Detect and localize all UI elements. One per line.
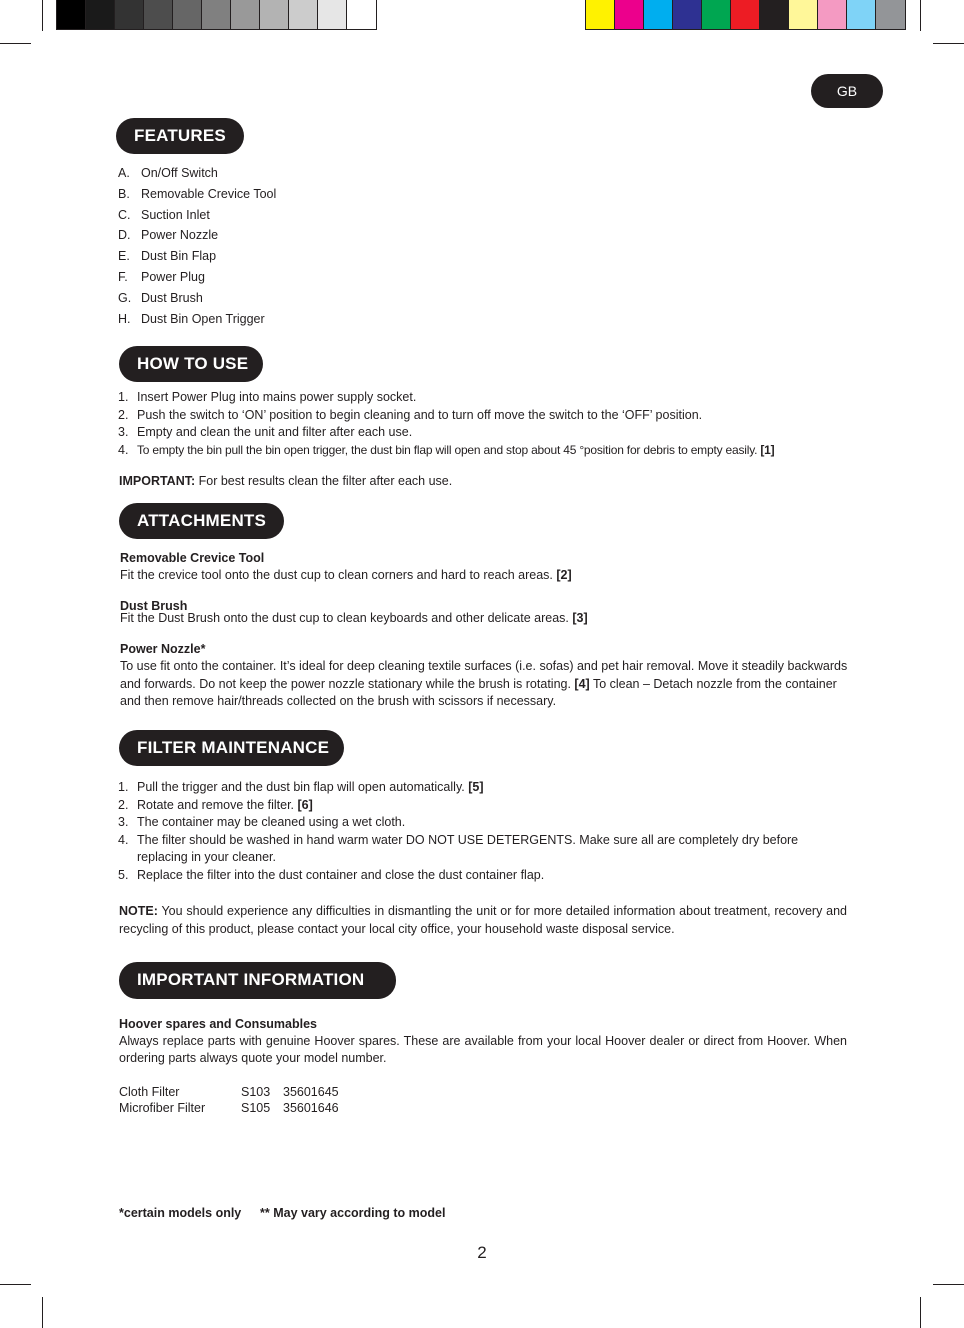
spares-title: Hoover spares and Consumables xyxy=(119,1017,317,1031)
how-to-use-steps xyxy=(118,389,848,459)
power-nozzle-text: To use fit onto the container. It’s ideal for deep cleaning textile surfaces (i.e. sofas) and pet hair removal. Move it steadily backwards and forwards. Do not keep the power nozzle stationary while the brush is rotating. [4] To clean – Detach nozzle from the container and then remove hair/threads collected on the brush with scissors if necessary. xyxy=(120,659,848,708)
how-to-use-heading: HOW TO USE xyxy=(119,346,263,382)
list-item: 4. To empty the bin pull the bin open trigger, the dust bin flap will open and stop about 45 °position for debris to empty easily. [1] xyxy=(118,442,775,457)
crevice-tool-text: Fit the crevice tool onto the dust cup to clean corners and hard to reach areas. [2] xyxy=(120,568,572,582)
list-item: B. Removable Crevice Tool xyxy=(118,186,277,201)
color-swatch xyxy=(731,0,760,29)
filter-maintenance-heading: FILTER MAINTENANCE xyxy=(119,730,344,766)
filter-maintenance-steps xyxy=(118,779,848,884)
color-swatch xyxy=(289,0,318,29)
list-item: 2. Rotate and remove the filter. [6] xyxy=(118,797,313,812)
color-swatch xyxy=(789,0,818,29)
color-swatch xyxy=(876,0,905,29)
color-calibration-bar xyxy=(585,0,906,30)
color-swatch xyxy=(673,0,702,29)
footnote-variation: ** May vary according to model xyxy=(260,1206,446,1220)
color-swatch xyxy=(57,0,86,29)
features-list xyxy=(118,163,276,329)
dust-brush-text: Fit the Dust Brush onto the dust cup to clean keyboards and other delicate areas. [3] xyxy=(120,611,588,625)
color-swatch xyxy=(173,0,202,29)
table-row: Microfiber Filter S105 35601646 xyxy=(119,1101,339,1115)
color-swatch xyxy=(644,0,673,29)
footnote-models: *certain models only xyxy=(119,1206,242,1220)
dust-brush-title: Dust Brush xyxy=(120,599,188,613)
color-swatch xyxy=(260,0,289,29)
list-item: 1. Pull the trigger and the dust bin flap will open automatically. [5] xyxy=(118,780,484,794)
list-item: G. Dust Brush xyxy=(118,290,203,305)
disposal-note: NOTE: You should experience any difficulties in dismantling the unit or for more detailed information about treatment, recovery and recycling of this product, please contact your local city office, your household waste disposal service. xyxy=(119,904,847,936)
crop-mark xyxy=(920,1297,921,1328)
color-swatch xyxy=(702,0,731,29)
crop-mark xyxy=(933,43,964,44)
list-item: E. Dust Bin Flap xyxy=(118,249,217,264)
color-swatch xyxy=(202,0,231,29)
crop-mark xyxy=(0,1284,31,1285)
crop-mark xyxy=(0,43,31,44)
color-swatch xyxy=(144,0,173,29)
color-swatch xyxy=(586,0,615,29)
list-item: 1. Insert Power Plug into mains power supply socket. xyxy=(118,390,417,404)
color-swatch xyxy=(347,0,376,29)
list-item: A. On/Off Switch xyxy=(118,166,218,180)
list-item: 5. Replace the filter into the dust container and close the dust container flap. xyxy=(118,867,545,882)
crevice-tool-title: Removable Crevice Tool xyxy=(120,551,265,565)
crop-mark xyxy=(42,1297,43,1328)
color-swatch xyxy=(615,0,644,29)
list-item: 3. Empty and clean the unit and filter after each use. xyxy=(118,425,413,439)
crop-mark xyxy=(920,0,921,31)
color-swatch xyxy=(115,0,144,29)
list-item: 3. The container may be cleaned using a wet cloth. xyxy=(118,815,406,829)
list-item: F. Power Plug xyxy=(118,269,205,284)
grayscale-calibration-bar xyxy=(56,0,377,30)
color-swatch xyxy=(760,0,789,29)
important-information-heading: IMPORTANT INFORMATION xyxy=(119,962,396,999)
table-row: Cloth Filter S103 35601645 xyxy=(119,1085,339,1099)
power-nozzle-title: Power Nozzle* xyxy=(120,642,206,656)
language-tag: GB xyxy=(811,74,883,108)
list-item: C. Suction Inlet xyxy=(118,207,210,222)
color-swatch xyxy=(231,0,260,29)
important-note: IMPORTANT: For best results clean the filter after each use. xyxy=(119,474,453,488)
list-item: 4. The filter should be washed in hand warm water DO NOT USE DETERGENTS. Make sure all are completely dry before replacing in your cleaner. xyxy=(118,832,799,864)
color-swatch xyxy=(847,0,876,29)
page-number: 2 xyxy=(477,1243,487,1262)
color-swatch xyxy=(86,0,115,29)
list-item: H. Dust Bin Open Trigger xyxy=(118,311,265,326)
features-heading: FEATURES xyxy=(116,118,244,154)
spares-parts-table xyxy=(119,1084,339,1116)
spares-text: Always replace parts with genuine Hoover spares. These are available from your local Hoover dealer or direct from Hoover. When ordering parts always quote your model number. xyxy=(119,1034,847,1065)
crop-mark xyxy=(42,0,43,31)
list-item: 2. Push the switch to ‘ON’ position to begin cleaning and to turn off move the switch to the ‘OFF’ position. xyxy=(118,407,703,422)
color-swatch xyxy=(318,0,347,29)
crop-mark xyxy=(933,1284,964,1285)
color-swatch xyxy=(818,0,847,29)
attachments-heading: ATTACHMENTS xyxy=(119,503,284,539)
list-item: D. Power Nozzle xyxy=(118,228,219,243)
